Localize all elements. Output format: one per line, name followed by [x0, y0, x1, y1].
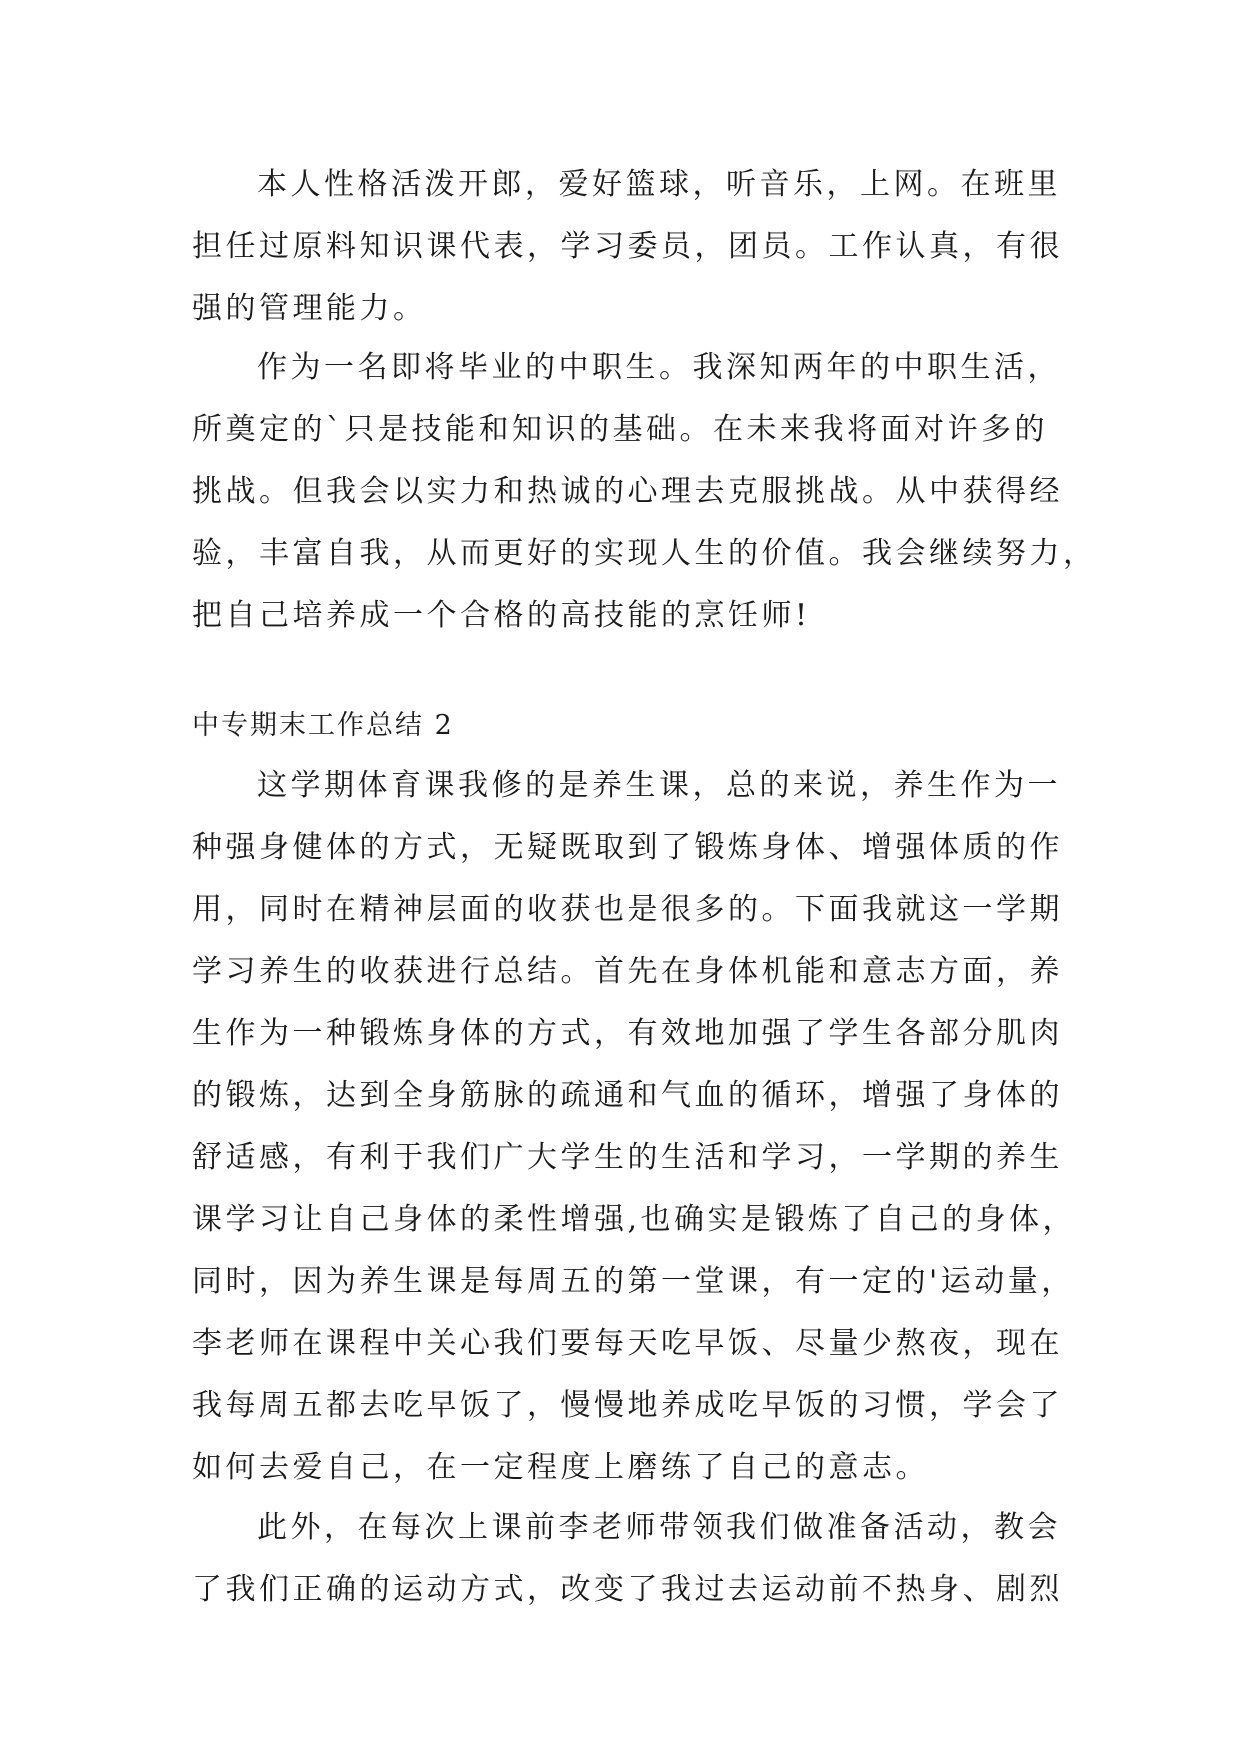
- paragraph-3-line-8: 课学习让自己身体的柔性增强,也确实是锻炼了自己的身体，: [192, 1202, 1077, 1237]
- paragraph-2-line-4: 验，丰富自我，从而更好的实现人生的价值。我会继续努力，: [192, 536, 1097, 571]
- paragraph-2-line-5: 把自己培养成一个合格的高技能的烹饪师!: [192, 598, 811, 633]
- paragraph-1-line-3: 强的管理能力。: [192, 291, 427, 326]
- paragraph-4-line-1: 此外，在每次上课前李老师带领我们做准备活动，教会: [257, 1510, 1061, 1545]
- paragraph-2-line-1: 作为一名即将毕业的中职生。我深知两年的中职生活，: [257, 350, 1061, 385]
- paragraph-3-line-6: 的锻炼，达到全身筋脉的疏通和气血的循环，增强了身体的: [192, 1078, 1063, 1113]
- paragraph-3-line-11: 我每周五都去吃早饭了，慢慢地养成吃早饭的习惯，学会了: [192, 1388, 1063, 1423]
- paragraph-3-line-4: 学习养生的收获进行总结。首先在身体机能和意志方面，养: [192, 954, 1063, 989]
- paragraph-3-line-2: 种强身健体的方式，无疑既取到了锻炼身体、增强体质的作: [192, 830, 1063, 865]
- paragraph-1-line-1: 本人性格活泼开郎，爱好篮球，听音乐，上网。在班里: [257, 167, 1061, 202]
- paragraph-3-line-10: 李老师在课程中关心我们要每天吃早饭、尽量少熬夜，现在: [192, 1326, 1063, 1361]
- paragraph-4-line-2: 了我们正确的运动方式，改变了我过去运动前不热身、剧烈: [192, 1572, 1063, 1607]
- paragraph-1-line-2: 担任过原料知识课代表，学习委员，团员。工作认真，有很: [192, 229, 1063, 264]
- paragraph-3-line-5: 生作为一种锻炼身体的方式，有效地加强了学生各部分肌肉: [192, 1016, 1063, 1051]
- paragraph-3-line-1: 这学期体育课我修的是养生课，总的来说，养生作为一: [257, 768, 1061, 803]
- paragraph-2-line-3: 挑战。但我会以实力和热诚的心理去克服挑战。从中获得经: [192, 474, 1063, 509]
- paragraph-3-line-7: 舒适感，有利于我们广大学生的生活和学习，一学期的养生: [192, 1140, 1063, 1175]
- section-heading: 中专期末工作总结 2: [192, 710, 454, 741]
- paragraph-3-line-9: 同时，因为养生课是每周五的第一堂课，有一定的'运动量，: [192, 1264, 1075, 1299]
- paragraph-3-line-3: 用，同时在精神层面的收获也是很多的。下面我就这一学期: [192, 892, 1063, 927]
- paragraph-3-line-12: 如何去爱自己，在一定程度上磨练了自己的意志。: [192, 1450, 929, 1485]
- paragraph-2-line-2: 所奠定的`只是技能和知识的基础。在未来我将面对许多的: [192, 412, 1048, 447]
